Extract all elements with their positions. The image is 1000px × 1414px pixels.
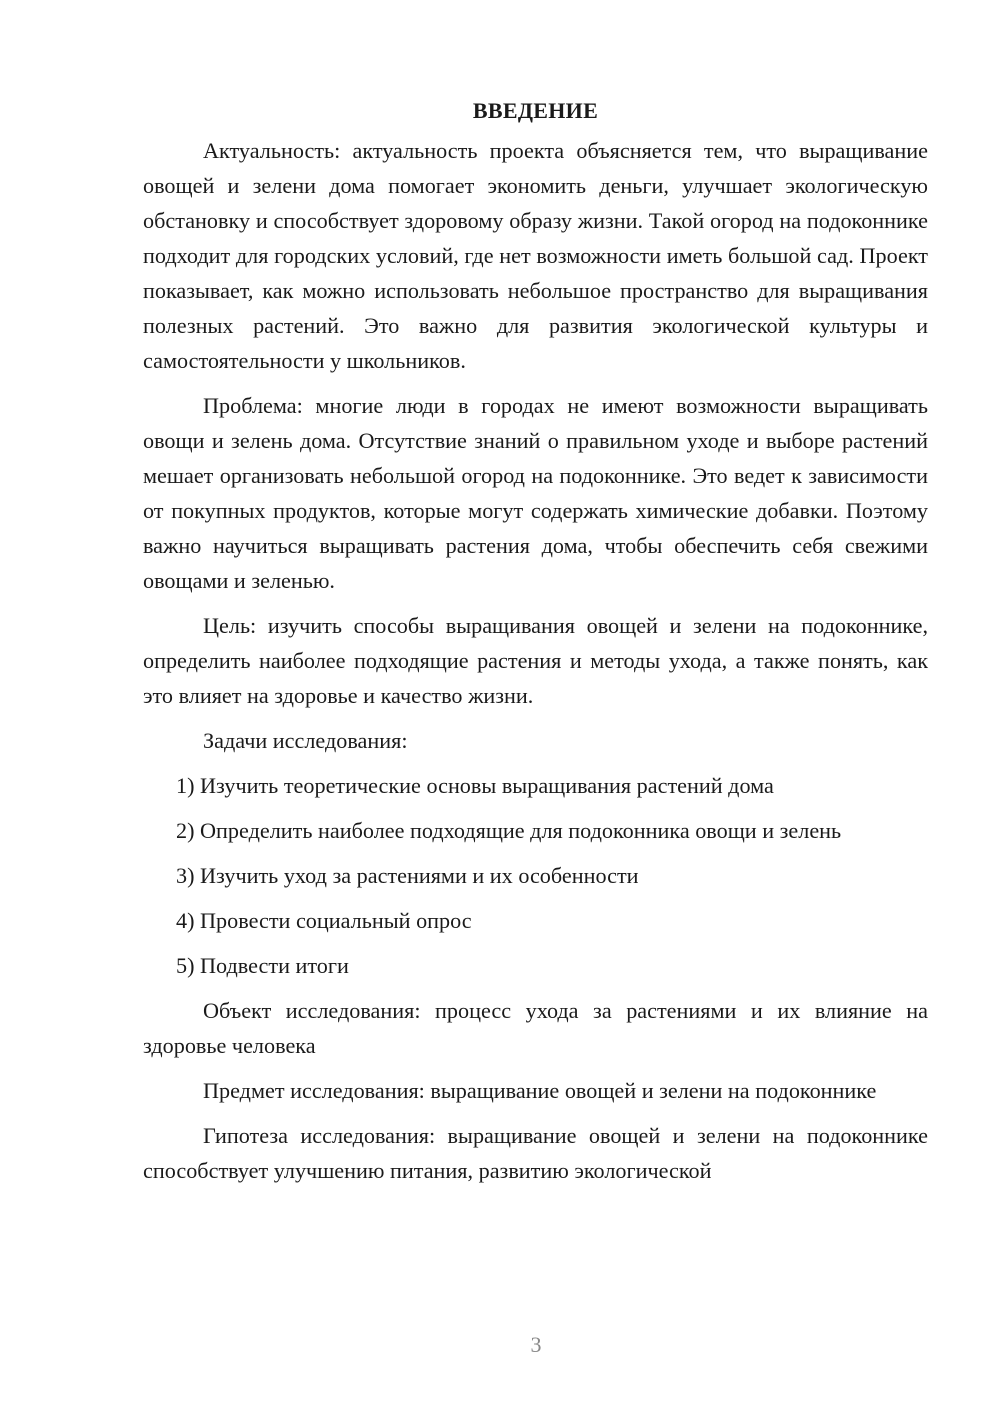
task-item: 2) Определить наиболее подходящие для подоконника овощи и зелень [176,818,842,843]
page-number: 3 [530,1332,542,1357]
tasks-heading: Задачи исследования: [203,728,408,753]
tasks-list [143,768,928,983]
problem-paragraph: Проблема: многие люди в городах не имеют возможности выращивать овощи и зелень дома. Отсутствие знаний о правильном уходе и выборе растений мешает организовать небольшой огород на подоконнике. Это ведет к зависимости от покупных продуктов, которые могут содержать химические добавки. Поэтому важно научиться выращивать растения дома, чтобы обеспечить себя свежими овощами и зеленью. [143,393,928,593]
task-item: 5) Подвести итоги [176,953,349,978]
relevance-paragraph: Актуальность: актуальность проекта объясняется тем, что выращивание овощей и зелени дома помогает экономить деньги, улучшает экологическую обстановку и способствует здоровому образу жизни. Такой огород на подоконнике подходит для городских условий, где нет возможности иметь большой сад. Проект показывает, как можно использовать небольшое пространство для выращивания полезных растений. Это важно для развития экологической культуры и самостоятельности у школьников. [143,138,928,373]
hypothesis-paragraph: Гипотеза исследования: выращивание овощей и зелени на подоконнике способствует улучшению питания, развитию экологической [143,1123,928,1183]
goal-paragraph: Цель: изучить способы выращивания овощей и зелени на подоконнике, определить наиболее подходящие растения и методы ухода, а также понять, как это влияет на здоровье и качество жизни. [143,613,928,708]
section-title: ВВЕДЕНИЕ [472,98,599,123]
page-content [143,95,928,1198]
task-item: 3) Изучить уход за растениями и их особенности [176,863,639,888]
task-item: 4) Провести социальный опрос [176,908,472,933]
subject-paragraph: Предмет исследования: выращивание овощей и зелени на подоконнике [203,1078,877,1103]
task-item: 1) Изучить теоретические основы выращивания растений дома [176,773,774,798]
object-paragraph: Объект исследования: процесс ухода за растениями и их влияние на здоровье человека [143,998,928,1058]
